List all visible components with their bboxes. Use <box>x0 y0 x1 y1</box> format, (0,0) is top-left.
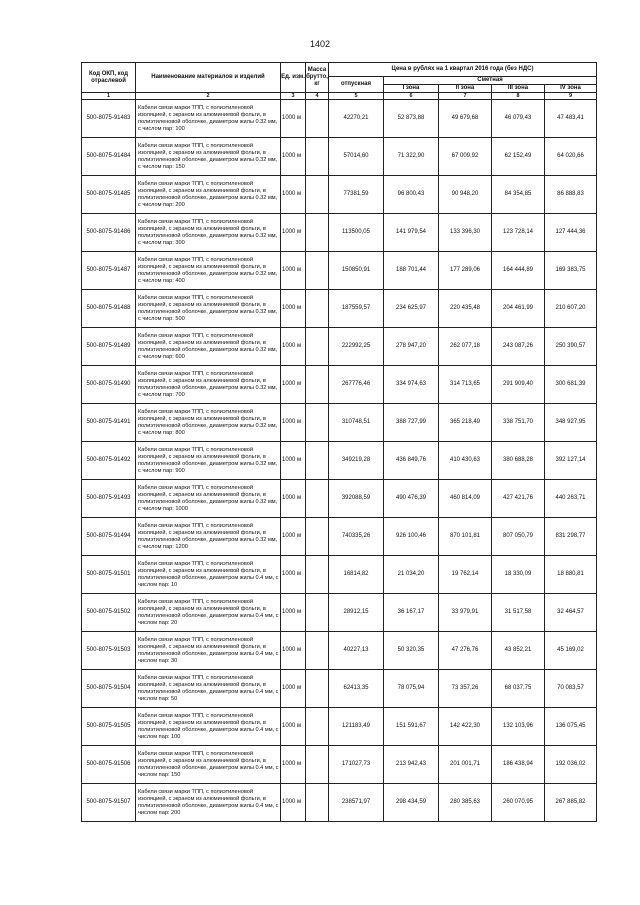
row-unit: 1000 м <box>281 442 306 480</box>
row-zone4-price: 300 681,39 <box>545 366 597 404</box>
header-mass: Масса брутто, кг <box>306 63 329 93</box>
table-row <box>82 366 597 404</box>
row-zone1-price: 141 979,54 <box>384 214 439 252</box>
row-unit: 1000 м <box>281 594 306 632</box>
row-release-price: 42270,21 <box>329 100 384 138</box>
row-mass <box>306 252 329 290</box>
row-name: Кабели связи марки ТПП, с полиэтиленовой изоляцией, с экраном из алюминиевой фольги, в полиэтиленовой оболочке, диаметром жилы 0.4 мм, с числом пар: 100 <box>136 708 281 746</box>
row-release-price: 187559,57 <box>329 290 384 328</box>
row-zone2-price: 142 422,30 <box>439 708 492 746</box>
row-zone3-price: 43 852,21 <box>492 632 545 670</box>
row-zone2-price: 220 435,48 <box>439 290 492 328</box>
header-zone1: I зона <box>384 85 439 93</box>
row-unit: 1000 м <box>281 176 306 214</box>
row-mass <box>306 328 329 366</box>
row-name: Кабели связи марки ТПП, с полиэтиленовой изоляцией, с экраном из алюминиевой фольги, в полиэтиленовой оболочке, диаметром жилы 0.4 мм, с числом пар: 150 <box>136 746 281 784</box>
row-zone2-price: 47 276,76 <box>439 632 492 670</box>
table-row <box>82 442 597 480</box>
row-unit: 1000 м <box>281 784 306 822</box>
table-row <box>82 670 597 708</box>
row-zone4-price: 250 390,57 <box>545 328 597 366</box>
row-zone2-price: 73 357,26 <box>439 670 492 708</box>
row-unit: 1000 м <box>281 708 306 746</box>
row-name: Кабели связи марки ТПП, с полиэтиленовой изоляцией, с экраном из алюминиевой фольги, в полиэтиленовой оболочке, диаметром жилы 0.32 мм, с числом пар: 150 <box>136 138 281 176</box>
row-zone1-price: 96 800,43 <box>384 176 439 214</box>
row-unit: 1000 м <box>281 746 306 784</box>
row-zone1-price: 21 034,20 <box>384 556 439 594</box>
row-code: 500-8075-91507 <box>82 784 136 822</box>
column-number: 2 <box>136 93 281 100</box>
table-row <box>82 632 597 670</box>
header-estimate: Сметная <box>384 77 597 85</box>
row-zone4-price: 210 607,20 <box>545 290 597 328</box>
row-code: 500-8075-91486 <box>82 214 136 252</box>
row-unit: 1000 м <box>281 328 306 366</box>
row-zone3-price: 291 909,40 <box>492 366 545 404</box>
table-row <box>82 518 597 556</box>
row-mass <box>306 404 329 442</box>
column-number: 4 <box>306 93 329 100</box>
header-zone4: IV зона <box>545 85 597 93</box>
table-row <box>82 328 597 366</box>
row-zone3-price: 84 354,85 <box>492 176 545 214</box>
row-zone4-price: 169 383,75 <box>545 252 597 290</box>
row-code: 500-8075-91503 <box>82 632 136 670</box>
row-zone1-price: 490 476,39 <box>384 480 439 518</box>
row-release-price: 238571,97 <box>329 784 384 822</box>
row-zone3-price: 62 152,49 <box>492 138 545 176</box>
row-zone4-price: 440 263,71 <box>545 480 597 518</box>
row-zone3-price: 243 087,26 <box>492 328 545 366</box>
row-code: 500-8075-91502 <box>82 594 136 632</box>
header-name: Наименование материалов и изделий <box>136 63 281 93</box>
row-zone2-price: 365 218,49 <box>439 404 492 442</box>
row-zone2-price: 67 009,92 <box>439 138 492 176</box>
row-mass <box>306 784 329 822</box>
table-row <box>82 214 597 252</box>
row-zone3-price: 807 050,79 <box>492 518 545 556</box>
row-zone1-price: 151 591,67 <box>384 708 439 746</box>
column-number: 3 <box>281 93 306 100</box>
row-zone3-price: 260 070,95 <box>492 784 545 822</box>
row-zone2-price: 33 979,91 <box>439 594 492 632</box>
row-mass <box>306 480 329 518</box>
row-mass <box>306 366 329 404</box>
row-release-price: 267776,46 <box>329 366 384 404</box>
row-mass <box>306 442 329 480</box>
row-release-price: 171027,73 <box>329 746 384 784</box>
row-code: 500-8075-91506 <box>82 746 136 784</box>
table-row <box>82 290 597 328</box>
row-name: Кабели связи марки ТПП, с полиэтиленовой изоляцией, с экраном из алюминиевой фольги, в полиэтиленовой оболочке, диаметром жилы 0.32 мм, с числом пар: 500 <box>136 290 281 328</box>
row-zone2-price: 90 948,20 <box>439 176 492 214</box>
row-unit: 1000 м <box>281 556 306 594</box>
row-zone4-price: 45 169,02 <box>545 632 597 670</box>
row-unit: 1000 м <box>281 480 306 518</box>
table-row <box>82 176 597 214</box>
price-table <box>81 62 597 822</box>
header-unit: Ед. изм. <box>281 63 306 93</box>
row-mass <box>306 632 329 670</box>
row-unit: 1000 м <box>281 100 306 138</box>
row-zone4-price: 192 036,02 <box>545 746 597 784</box>
table-row <box>82 784 597 822</box>
row-zone3-price: 132 103,96 <box>492 708 545 746</box>
row-release-price: 222992,25 <box>329 328 384 366</box>
row-zone3-price: 380 688,28 <box>492 442 545 480</box>
row-mass <box>306 746 329 784</box>
row-unit: 1000 м <box>281 290 306 328</box>
row-name: Кабели связи марки ТПП, с полиэтиленовой изоляцией, с экраном из алюминиевой фольги, в полиэтиленовой оболочке, диаметром жилы 0.32 мм, с числом пар: 1200 <box>136 518 281 556</box>
column-number: 6 <box>384 93 439 100</box>
row-release-price: 392088,59 <box>329 480 384 518</box>
row-zone4-price: 136 075,45 <box>545 708 597 746</box>
row-zone1-price: 278 947,20 <box>384 328 439 366</box>
row-code: 500-8075-91487 <box>82 252 136 290</box>
row-name: Кабели связи марки ТПП, с полиэтиленовой изоляцией, с экраном из алюминиевой фольги, в полиэтиленовой оболочке, диаметром жилы 0.4 мм, с числом пар: 10 <box>136 556 281 594</box>
row-name: Кабели связи марки ТПП, с полиэтиленовой изоляцией, с экраном из алюминиевой фольги, в полиэтиленовой оболочке, диаметром жилы 0.32 мм, с числом пар: 200 <box>136 176 281 214</box>
row-unit: 1000 м <box>281 214 306 252</box>
table-row <box>82 100 597 138</box>
table-row <box>82 746 597 784</box>
row-code: 500-8075-91493 <box>82 480 136 518</box>
row-zone2-price: 410 430,63 <box>439 442 492 480</box>
row-zone1-price: 436 849,76 <box>384 442 439 480</box>
column-number: 1 <box>82 93 136 100</box>
row-zone1-price: 78 075,94 <box>384 670 439 708</box>
column-numbers-row <box>82 93 597 100</box>
row-code: 500-8075-91494 <box>82 518 136 556</box>
row-unit: 1000 м <box>281 252 306 290</box>
row-name: Кабели связи марки ТПП, с полиэтиленовой изоляцией, с экраном из алюминиевой фольги, в полиэтиленовой оболочке, диаметром жилы 0.32 мм, с числом пар: 700 <box>136 366 281 404</box>
row-zone3-price: 427 421,76 <box>492 480 545 518</box>
row-zone3-price: 123 728,14 <box>492 214 545 252</box>
row-code: 500-8075-91483 <box>82 100 136 138</box>
row-name: Кабели связи марки ТПП, с полиэтиленовой изоляцией, с экраном из алюминиевой фольги, в полиэтиленовой оболочке, диаметром жилы 0.4 мм, с числом пар: 200 <box>136 784 281 822</box>
table-row <box>82 252 597 290</box>
row-mass <box>306 556 329 594</box>
header-code: Код ОКП, код отраслевой <box>82 63 136 93</box>
row-zone4-price: 18 880,81 <box>545 556 597 594</box>
row-zone3-price: 164 444,89 <box>492 252 545 290</box>
row-mass <box>306 100 329 138</box>
row-release-price: 310748,51 <box>329 404 384 442</box>
table-row <box>82 480 597 518</box>
row-zone1-price: 213 942,43 <box>384 746 439 784</box>
column-number: 9 <box>545 93 597 100</box>
row-name: Кабели связи марки ТПП, с полиэтиленовой изоляцией, с экраном из алюминиевой фольги, в полиэтиленовой оболочке, диаметром жилы 0.4 мм, с числом пар: 20 <box>136 594 281 632</box>
row-name: Кабели связи марки ТПП, с полиэтиленовой изоляцией, с экраном из алюминиевой фольги, в полиэтиленовой оболочке, диаметром жилы 0.32 мм, с числом пар: 100 <box>136 100 281 138</box>
row-zone1-price: 188 701,44 <box>384 252 439 290</box>
row-zone2-price: 262 077,18 <box>439 328 492 366</box>
row-zone4-price: 47 483,41 <box>545 100 597 138</box>
row-name: Кабели связи марки ТПП, с полиэтиленовой изоляцией, с экраном из алюминиевой фольги, в полиэтиленовой оболочке, диаметром жилы 0.4 мм, с числом пар: 50 <box>136 670 281 708</box>
row-zone4-price: 127 444,36 <box>545 214 597 252</box>
row-unit: 1000 м <box>281 632 306 670</box>
row-code: 500-8075-91490 <box>82 366 136 404</box>
row-name: Кабели связи марки ТПП, с полиэтиленовой изоляцией, с экраном из алюминиевой фольги, в полиэтиленовой оболочке, диаметром жилы 0.32 мм, с числом пар: 400 <box>136 252 281 290</box>
header-zone2: II зона <box>439 85 492 93</box>
row-zone4-price: 267 885,82 <box>545 784 597 822</box>
row-zone3-price: 18 330,09 <box>492 556 545 594</box>
row-zone4-price: 392 127,14 <box>545 442 597 480</box>
row-release-price: 62413,35 <box>329 670 384 708</box>
row-mass <box>306 290 329 328</box>
row-release-price: 57014,60 <box>329 138 384 176</box>
row-zone4-price: 348 927,95 <box>545 404 597 442</box>
header-zone3: III зона <box>492 85 545 93</box>
row-name: Кабели связи марки ТПП, с полиэтиленовой изоляцией, с экраном из алюминиевой фольги, в полиэтиленовой оболочке, диаметром жилы 0.32 мм, с числом пар: 900 <box>136 442 281 480</box>
column-number: 5 <box>329 93 384 100</box>
row-release-price: 113500,05 <box>329 214 384 252</box>
row-code: 500-8075-91485 <box>82 176 136 214</box>
row-unit: 1000 м <box>281 518 306 556</box>
row-mass <box>306 518 329 556</box>
row-mass <box>306 138 329 176</box>
page-number: 1402 <box>309 39 331 49</box>
row-name: Кабели связи марки ТПП, с полиэтиленовой изоляцией, с экраном из алюминиевой фольги, в полиэтиленовой оболочке, диаметром жилы 0.32 мм, с числом пар: 1000 <box>136 480 281 518</box>
row-release-price: 150850,91 <box>329 252 384 290</box>
row-release-price: 121183,49 <box>329 708 384 746</box>
row-zone1-price: 50 320,35 <box>384 632 439 670</box>
row-mass <box>306 670 329 708</box>
row-release-price: 349219,28 <box>329 442 384 480</box>
table-row <box>82 708 597 746</box>
row-zone1-price: 388 727,99 <box>384 404 439 442</box>
header-release: отпускная <box>329 77 384 93</box>
column-number: 8 <box>492 93 545 100</box>
row-zone4-price: 86 888,83 <box>545 176 597 214</box>
row-zone1-price: 298 434,59 <box>384 784 439 822</box>
table-row <box>82 138 597 176</box>
row-zone2-price: 870 101,81 <box>439 518 492 556</box>
row-zone4-price: 32 464,57 <box>545 594 597 632</box>
row-zone4-price: 831 298,77 <box>545 518 597 556</box>
row-mass <box>306 594 329 632</box>
row-zone1-price: 926 100,46 <box>384 518 439 556</box>
row-code: 500-8075-91492 <box>82 442 136 480</box>
row-zone2-price: 201 001,71 <box>439 746 492 784</box>
row-unit: 1000 м <box>281 138 306 176</box>
row-name: Кабели связи марки ТПП, с полиэтиленовой изоляцией, с экраном из алюминиевой фольги, в полиэтиленовой оболочке, диаметром жилы 0.32 мм, с числом пар: 600 <box>136 328 281 366</box>
row-zone1-price: 36 167,17 <box>384 594 439 632</box>
row-code: 500-8075-91504 <box>82 670 136 708</box>
row-code: 500-8075-91491 <box>82 404 136 442</box>
table-row <box>82 594 597 632</box>
row-name: Кабели связи марки ТПП, с полиэтиленовой изоляцией, с экраном из алюминиевой фольги, в полиэтиленовой оболочке, диаметром жилы 0.32 мм, с числом пар: 300 <box>136 214 281 252</box>
row-zone3-price: 186 438,94 <box>492 746 545 784</box>
row-name: Кабели связи марки ТПП, с полиэтиленовой изоляцией, с экраном из алюминиевой фольги, в полиэтиленовой оболочке, диаметром жилы 0.4 мм, с числом пар: 30 <box>136 632 281 670</box>
row-zone2-price: 133 396,30 <box>439 214 492 252</box>
row-zone3-price: 31 517,58 <box>492 594 545 632</box>
row-code: 500-8075-91484 <box>82 138 136 176</box>
row-zone1-price: 71 322,90 <box>384 138 439 176</box>
row-unit: 1000 м <box>281 670 306 708</box>
row-release-price: 77381,59 <box>329 176 384 214</box>
table-row <box>82 404 597 442</box>
table-row <box>82 556 597 594</box>
row-zone1-price: 52 873,88 <box>384 100 439 138</box>
row-zone2-price: 19 762,14 <box>439 556 492 594</box>
row-zone2-price: 280 385,63 <box>439 784 492 822</box>
column-number: 7 <box>439 93 492 100</box>
row-mass <box>306 708 329 746</box>
row-zone3-price: 46 079,43 <box>492 100 545 138</box>
row-code: 500-8075-91488 <box>82 290 136 328</box>
row-release-price: 40227,13 <box>329 632 384 670</box>
header-price-group: Цена в рублях на 1 квартал 2016 года (без НДС) <box>329 63 597 77</box>
row-zone3-price: 204 461,99 <box>492 290 545 328</box>
row-release-price: 28912,15 <box>329 594 384 632</box>
row-zone3-price: 338 751,70 <box>492 404 545 442</box>
row-unit: 1000 м <box>281 404 306 442</box>
row-unit: 1000 м <box>281 366 306 404</box>
row-mass <box>306 176 329 214</box>
row-name: Кабели связи марки ТПП, с полиэтиленовой изоляцией, с экраном из алюминиевой фольги, в полиэтиленовой оболочке, диаметром жилы 0.32 мм, с числом пар: 800 <box>136 404 281 442</box>
row-code: 500-8075-91489 <box>82 328 136 366</box>
row-zone3-price: 68 037,75 <box>492 670 545 708</box>
row-zone1-price: 334 974,63 <box>384 366 439 404</box>
row-zone2-price: 49 679,68 <box>439 100 492 138</box>
row-release-price: 16814,82 <box>329 556 384 594</box>
row-zone1-price: 234 625,97 <box>384 290 439 328</box>
row-zone4-price: 70 083,57 <box>545 670 597 708</box>
row-zone2-price: 177 289,06 <box>439 252 492 290</box>
row-code: 500-8075-91501 <box>82 556 136 594</box>
row-zone2-price: 460 814,09 <box>439 480 492 518</box>
row-mass <box>306 214 329 252</box>
row-code: 500-8075-91505 <box>82 708 136 746</box>
row-zone2-price: 314 713,65 <box>439 366 492 404</box>
row-zone4-price: 64 020,66 <box>545 138 597 176</box>
row-release-price: 740335,26 <box>329 518 384 556</box>
